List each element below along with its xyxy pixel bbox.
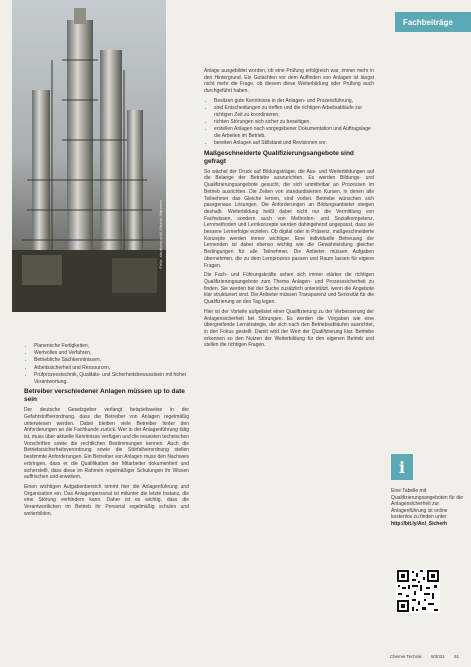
- info-link[interactable]: http://bit.ly/Anl_Sicherh: [391, 520, 448, 527]
- info-box: [391, 488, 463, 528]
- footer: [382, 654, 459, 659]
- paragraph: So wächst der Druck auf Bildungsträger, die Aus- und Weiterbildungen auf die Belange der Betriebe auszurichten. Es werden Bildungs- und Qualifizierungsangebote gesucht, die sich unmittelbar an Prozessen im Betrieb ausrichten. Die Zeiten von standardisierten Kursen, in denen alle Teilnehmer das Gleiche lernen, sind vorbei. Betriebe wünschen sich passgenaue Lösungen. Die Anforderungen an Bildungsanbieter steigen deshalb. Weiterbildung heißt dabei nicht nur die Vermittlung von Fachwissen, sondern auch von Methoden- und Sozialkompetenz. Lernmethoden und Lernkonzepte werden dahingehend angepasst, dass sie bessere Lernerfolge erzielen. Ob digital oder in Präsenz, maßgeschneiderte Konzepte werden immer wichtiger. Eine individuelle Betreuung der Lernenden ist dabei ebenso wichtig wie die Gewährleistung gleicher Bedingungen für alle Teilnehmer. Die Anbieter müssen Aufgaben übernehmen, die zu dem Lernprozess passen und Raum lassen für eigene Fragen.: [204, 168, 374, 269]
- paragraph: Einen wichtigen Aufgabenbereich nimmt hier die Anlagenführung und Organisation ein. Das Anlagenpersonal ist mitunter die letzte Instanz, die eine Störung verhindern kann. Daher ist es wichtig, dass die Verantwortlichen im Betrieb ihr Personal regelmäßig schulen und weiterbilden.: [24, 483, 189, 517]
- subheading: Maßgeschneiderte Qualifizierungsangebote sind gefragt: [204, 149, 354, 165]
- journal-name: Chemie Technik: [389, 654, 422, 659]
- paragraph: Der deutsche Gesetzgeber verlangt beispielsweise in der Gefahrstoffverordnung, dass die Betreiber von Anlagen regelmäßig unterwiesen werden. Dabei bleiben viele Betreiber hinter den Anforderungen an die Fachkunde zurück. Wer in der Anlagenführung tätig ist, muss über aktuelle Kenntnisse verfügen und die neuesten technischen Vorschriften sowie die rechtlichen Bestimmungen kennen. Auch die Betriebssicherheitsverordnung sowie die Störfallverordnung stellen bestimmte Anforderungen. Ein Betreiber von Anlagen muss den Nachweis erbringen, dass er die Qualifikation der Mitarbeiter dokumentiert und sicherstellt, dass diese im Rahmen regelmäßiger Schulungen ihr Wissen auffrischen und erweitern.: [24, 407, 189, 481]
- photo-credit: Foto: shutterstock/ Maxim Matveev: [158, 200, 163, 269]
- bullet-list: [24, 343, 189, 385]
- list-item: • richten Störungen sich sicher zu beseitigen,: [214, 119, 374, 126]
- info-icon: i: [391, 454, 413, 480]
- section-tab: Fachbeiträge: [395, 12, 471, 32]
- qr-code-icon: [396, 569, 440, 613]
- list-item: • Wertvolles und Verfahren,: [34, 350, 189, 357]
- paragraph: Die Fach- und Führungskräfte sehen sich immer stärker die richtigen Qualifizierungsangebote zum Thema Anlagen- und Prozesssicherheit zu finden. Sie werden bei der Suche zusätzlich unterstützt, wenn die Angebote klar strukturiert sind. Die Anbieter müssen Transparenz und Seriosität für die Qualifizierung an den Tag legen.: [204, 272, 374, 306]
- paragraph: Hier ist der Vorteile aufgelistet einer Qualifizierung zu der Verbesserung der Anlagensicherheit bei Störungen. Es werden die Vorgaben wie eine übergreifende Lernstrategie, die sich nach den Betriebsabläufen ausrichtet, in den Fokus gestellt. Damit wird der Wert der Qualifizierung klar. Betriebe erkennen so den Nutzen der Weiterbildung für den eigenen Betrieb und stellen die richtigen Fragen.: [204, 308, 374, 349]
- info-text: Eine Tabelle mit Qualifizierungsangeboten für die Anlagensicherheit zur Anlagenführung ist online kostenlos zu finden unter: [391, 488, 463, 521]
- refinery-illustration: [12, 0, 166, 312]
- bullet-list: [204, 98, 374, 147]
- page-number: 91: [453, 654, 459, 659]
- list-item: • Arbeitssicherheit und Ressourcen,: [34, 365, 189, 372]
- list-item: • sind Entscheidungen zu treffen und die richtigen Arbeitsabläufe zur richtigen Zeit zu koordinieren,: [214, 105, 374, 118]
- issue-number: 9/2021: [430, 654, 445, 659]
- subheading: Betreiber verschiedener Anlagen müssen up to date sein: [24, 388, 185, 404]
- list-item: • Planerische Fertigkeiten,: [34, 343, 189, 350]
- list-item: • Betriebliche Sachkenntnissen,: [34, 357, 189, 364]
- list-item: • erstellen Anlagen nach vorgegebener Dokumentation und Auftragslage die Arbeiten im Betrieb,: [214, 126, 374, 139]
- qr-code[interactable]: [396, 569, 440, 613]
- paragraph: Anlage ausgebildet worden, ob eine Prüfung erfolgreich war, immer mehr in den Hintergrund. Ein Gutachten vor dem Auffinden von Anlagen ist längst nicht mehr die Frage, ob diesem diese Weiterbildung oder Prüfung auch durchgeführt haben.: [204, 68, 374, 95]
- list-item: • bereiten Anlagen auf Stillstand und Revisionen vor.: [214, 140, 374, 147]
- right-column: [204, 68, 374, 352]
- refinery-photo: [12, 0, 166, 312]
- left-column: [24, 343, 189, 520]
- list-item: • Prüfprozesstechnik, Qualitäts- und Sicherheitsbewusstsein mit hoher Verantwortung.: [34, 372, 189, 385]
- list-item: • Besitzen gute Kenntnisse in der Anlagen- und Prozessführung,: [214, 98, 374, 105]
